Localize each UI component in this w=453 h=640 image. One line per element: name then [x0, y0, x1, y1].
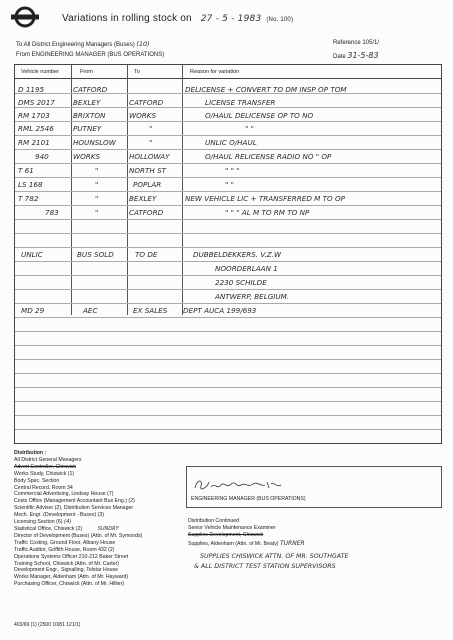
list-item: Traffic Auditor, Griffith House, Room 432 (2): [14, 546, 115, 553]
handwritten-signature: [193, 476, 283, 494]
ruled-line: [15, 261, 441, 262]
list-item: Central Record, Room 34: [14, 484, 73, 491]
signature-label: ENGINEERING MANAGER (BUS OPERATIONS): [191, 496, 306, 502]
unlic-vehicle: UNLIC: [21, 250, 43, 259]
row-8-from: ": [95, 180, 99, 189]
hand-line-2: & ALL DISTRICT TEST STATION SUPERVISORS: [194, 563, 336, 571]
to-line: [16, 40, 150, 48]
list-item: Purchasing Officer, Chiswick (Attn. of Mr. Hillier): [14, 581, 125, 588]
ruled-line: [15, 387, 441, 388]
buyer-name: DUBBELDEKKERS. V.Z.W: [193, 250, 282, 259]
list-item: Advert Controller, Chiswick: [14, 463, 76, 470]
continued-title: Distribution Continued: [188, 518, 240, 524]
ruled-line: [15, 233, 441, 234]
row-4-vehicle: RML 2546: [18, 124, 54, 133]
col-divider: [127, 65, 128, 315]
list-item-statistical: Statistical Office, Chiswick (2) SUNDRY: [14, 525, 119, 532]
row-9-vehicle: T 782: [18, 194, 39, 203]
buyer-town: 2230 SCHILDE: [215, 278, 267, 287]
ruled-line: [15, 247, 441, 248]
row-9-from: ": [95, 194, 99, 203]
to-number: (10): [136, 40, 150, 48]
row-1-from: CATFORD: [73, 85, 108, 94]
row-8-to: POPLAR: [133, 180, 162, 189]
ruled-line: [15, 359, 441, 360]
ruled-line: [15, 219, 441, 220]
col-from: From: [80, 69, 93, 75]
ruled-line: [15, 191, 441, 192]
list-item: Works Manager, Aldenham (Attn. of Mr. Hayward): [14, 574, 129, 581]
col-to: To: [134, 69, 140, 75]
list-item: Operations Systems Officer 210-212 Baker Street: [14, 553, 129, 560]
row-4-reason: " ": [245, 124, 254, 133]
ruled-line: [15, 121, 441, 122]
list-item: All District General Managers: [14, 456, 82, 463]
row-4-to: ": [149, 124, 153, 133]
form-title-line: [62, 13, 293, 24]
list-item-aldenham: Supplies, Aldenham (Attn. of Mr. Beaty) TURNER: [188, 539, 305, 547]
ruled-line: [15, 317, 441, 318]
row-5-vehicle: RM 2101: [18, 138, 50, 147]
signature-box: [186, 466, 442, 508]
form-title: Variations in rolling stock on: [62, 13, 192, 24]
form-date: 27 - 5 - 1983: [200, 14, 262, 24]
list-item: Works Study, Chiswick (1): [14, 470, 75, 477]
list-item: Supplies Development, Chiswick: [188, 532, 264, 539]
row-1-vehicle: D 1195: [18, 85, 45, 94]
list-item: Development Engr., Signalling, Telstar House: [14, 567, 118, 574]
buyer-street: NOORDERLAAN 1: [215, 264, 278, 273]
row-1-reason: DELICENSE + CONVERT TO DM INSP OP TOM: [185, 85, 347, 94]
row-2-reason: LICENSE TRANSFER: [205, 98, 276, 107]
row-6-to: HOLLOWAY: [129, 152, 170, 161]
list-item: Training School, Chiswick (Attn. of Mr. Carter): [14, 560, 120, 567]
to-text: To All District Engineering Managers (Buses): [16, 42, 135, 48]
row-10-to: CATFORD: [129, 208, 164, 217]
list-item: Costs Office (Management Accountant Bus Eng.) (2): [14, 498, 135, 505]
ruled-line: [15, 331, 441, 332]
col-vehicle-number: Vehicle number: [21, 69, 59, 75]
row-8-vehicle: LS 168: [18, 180, 43, 189]
list-item: Traffic Costing, Ground Floor, Albany House: [14, 539, 116, 546]
ruled-line: [15, 205, 441, 206]
list-item: Commercial Advertising, Lindsay House (7): [14, 491, 114, 498]
ruled-line: [15, 373, 441, 374]
list-item: Director of Development (Buses) (Attn. of Mr. Symonds): [14, 532, 143, 539]
row-5-from: HOUNSLOW: [73, 138, 116, 147]
date-value: 31-5-83: [347, 51, 379, 60]
ruled-line: [15, 107, 441, 108]
row-7-reason: " " ": [225, 166, 240, 175]
buyer-country: ANTWERP, BELGIUM.: [215, 292, 290, 301]
row-9-reason: NEW VEHICLE LIC + TRANSFERRED M TO OP: [185, 194, 345, 203]
row-3-reason: O/HAUL DELICENSE OP TO NO: [205, 111, 314, 120]
hand-line-1: SUPPLIES CHISWICK ATTN. OF MR. SOUTHGATE: [200, 552, 349, 560]
md-reason: DEPT AUCA 199/693: [183, 306, 257, 315]
ruled-line: [15, 429, 441, 430]
md-vehicle: MD 29: [21, 306, 45, 315]
date-label: Date: [333, 54, 346, 60]
row-8-reason: " ": [225, 180, 234, 189]
row-2-to: CATFORD: [129, 98, 164, 107]
reference-label: Reference 105/1/: [333, 40, 380, 46]
list-item-licensing: Licensing Section (6) (4): [14, 519, 72, 526]
row-2-from: BEXLEY: [73, 98, 101, 107]
row-7-from: ": [95, 166, 99, 175]
ruled-line: [15, 289, 441, 290]
ruled-line: [15, 177, 441, 178]
unlic-from: BUS SOLD: [77, 250, 114, 259]
row-10-vehicle: 783: [45, 208, 59, 217]
row-7-to: NORTH ST: [129, 166, 167, 175]
col-reason: Reason for variation: [190, 69, 240, 75]
col-divider: [182, 65, 183, 315]
distribution-list: [14, 450, 184, 588]
ruled-line: [15, 303, 441, 304]
row-6-from: WORKS: [73, 152, 101, 161]
notice-number: (No. 100): [266, 17, 294, 23]
ruled-line: [15, 401, 441, 402]
row-6-reason: O/HAUL RELICENSE RADIO NO " OP: [205, 152, 332, 161]
md-to: EX SALES: [133, 306, 168, 315]
row-3-vehicle: RM 1703: [18, 111, 50, 120]
ruled-line: [15, 275, 441, 276]
ruled-line: [15, 415, 441, 416]
ruled-line: [15, 135, 441, 136]
row-5-to: ": [149, 138, 153, 147]
unlic-to: TO DE: [135, 250, 158, 259]
list-item: Scientific Adviser (2), Distribution Services Manager: [14, 505, 134, 512]
distribution-continued: [188, 518, 348, 570]
row-10-from: ": [95, 208, 99, 217]
row-2-vehicle: DMS 2017: [18, 98, 55, 107]
row-3-from: BRIXTON: [73, 111, 106, 120]
list-item: Mech. Engr. (Development - Buses) (3): [14, 512, 104, 519]
row-5-reason: UNLIC O/HAUL: [205, 138, 257, 147]
row-9-to: BEXLEY: [129, 194, 157, 203]
row-10-reason: " " " AL M TO RM TO NP: [225, 208, 310, 217]
table-header: [15, 65, 441, 79]
row-6-vehicle: 940: [35, 152, 49, 161]
ruled-line: [15, 149, 441, 150]
md-from: AEC: [83, 306, 98, 315]
row-3-to: WORKS: [129, 111, 157, 120]
ruled-line: [15, 345, 441, 346]
col-divider: [71, 65, 72, 315]
date-line: [333, 51, 379, 60]
london-transport-roundel-icon: [10, 6, 40, 28]
row-7-vehicle: T 61: [18, 166, 34, 175]
from-text: From ENGINEERING MANAGER (BUS OPERATIONS): [16, 52, 165, 58]
list-item: Body Spec. Section: [14, 477, 60, 484]
list-item: Senior Vehicle Maintenance Examiner: [188, 525, 276, 532]
form-footer-code: 403/69 (1) (2500 10/81 121/1): [14, 622, 81, 628]
ruled-line: [15, 163, 441, 164]
variations-table: [14, 64, 442, 444]
distribution-title: Distribution :: [14, 450, 47, 456]
row-4-from: PUTNEY: [73, 124, 102, 133]
